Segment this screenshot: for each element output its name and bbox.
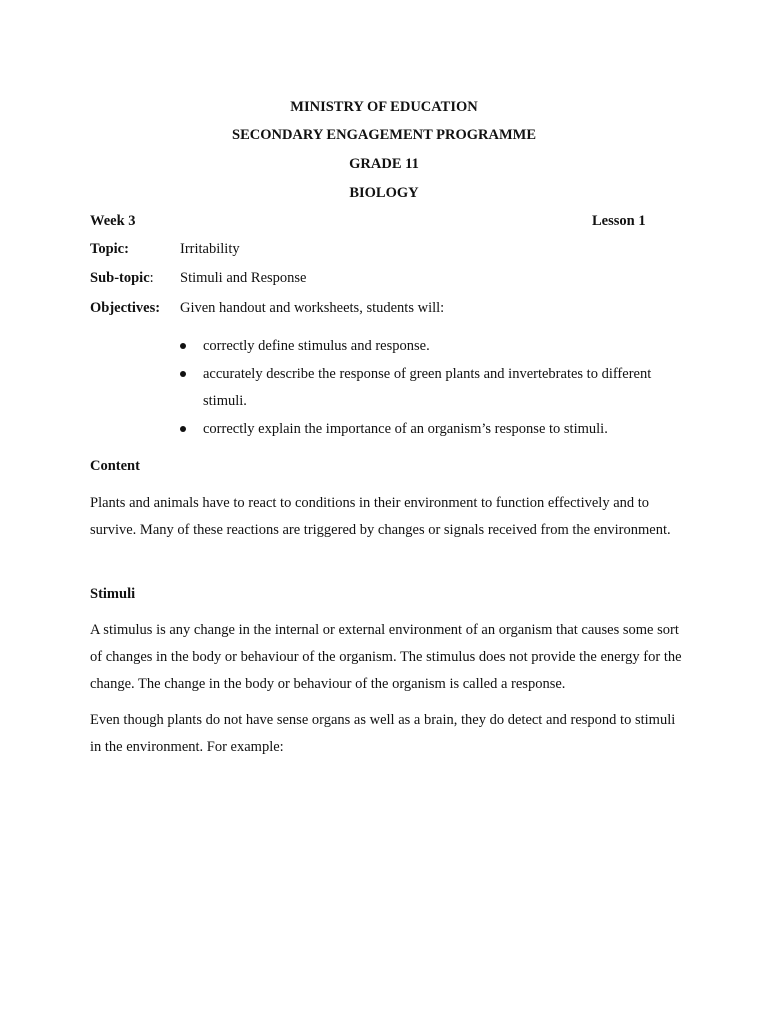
programme-title: SECONDARY ENGAGEMENT PROGRAMME <box>232 127 536 143</box>
stimuli-paragraph-1: A stimulus is any change in the internal or external environment of an organism that causes some sort of changes in the body or behaviour of the organism. The stimulus does not provide the energy for the change. The change in the body or behaviour of the organism is called a response. <box>90 622 682 692</box>
bullet-icon <box>180 343 186 349</box>
ministry-title: MINISTRY OF EDUCATION <box>290 99 478 115</box>
subtopic-label <box>90 269 154 287</box>
grade-title: GRADE 11 <box>349 156 419 172</box>
subtopic-value: Stimuli and Response <box>180 270 307 286</box>
objectives-intro: Given handout and worksheets, students will: <box>180 300 445 316</box>
topic-value: Irritability <box>180 241 240 257</box>
objective-text: correctly explain the importance of an organism’s response to stimuli. <box>203 421 608 437</box>
stimuli-heading: Stimuli <box>90 586 136 602</box>
lesson-label: Lesson 1 <box>592 213 646 229</box>
bullet-icon <box>180 371 186 377</box>
content-heading: Content <box>90 458 140 474</box>
subtopic-colon: : <box>149 270 154 286</box>
bullet-icon <box>180 426 186 432</box>
topic-label: Topic: <box>90 241 129 257</box>
objectives-label: Objectives: <box>90 300 161 316</box>
subject-title: BIOLOGY <box>349 185 419 201</box>
subtopic-label-text: Sub-topic <box>90 270 150 286</box>
objective-text: accurately describe the response of green plants and invertebrates to different stimuli. <box>203 366 652 409</box>
objective-text: correctly define stimulus and response. <box>203 338 430 354</box>
week-label: Week 3 <box>90 213 136 229</box>
content-paragraph: Plants and animals have to react to conditions in their environment to function effectively and to survive. Many of these reactions are triggered by changes or signals received from the environment. <box>90 495 671 538</box>
stimuli-paragraph-2: Even though plants do not have sense organs as well as a brain, they do detect and respond to stimuli in the environment. For example: <box>90 712 676 755</box>
